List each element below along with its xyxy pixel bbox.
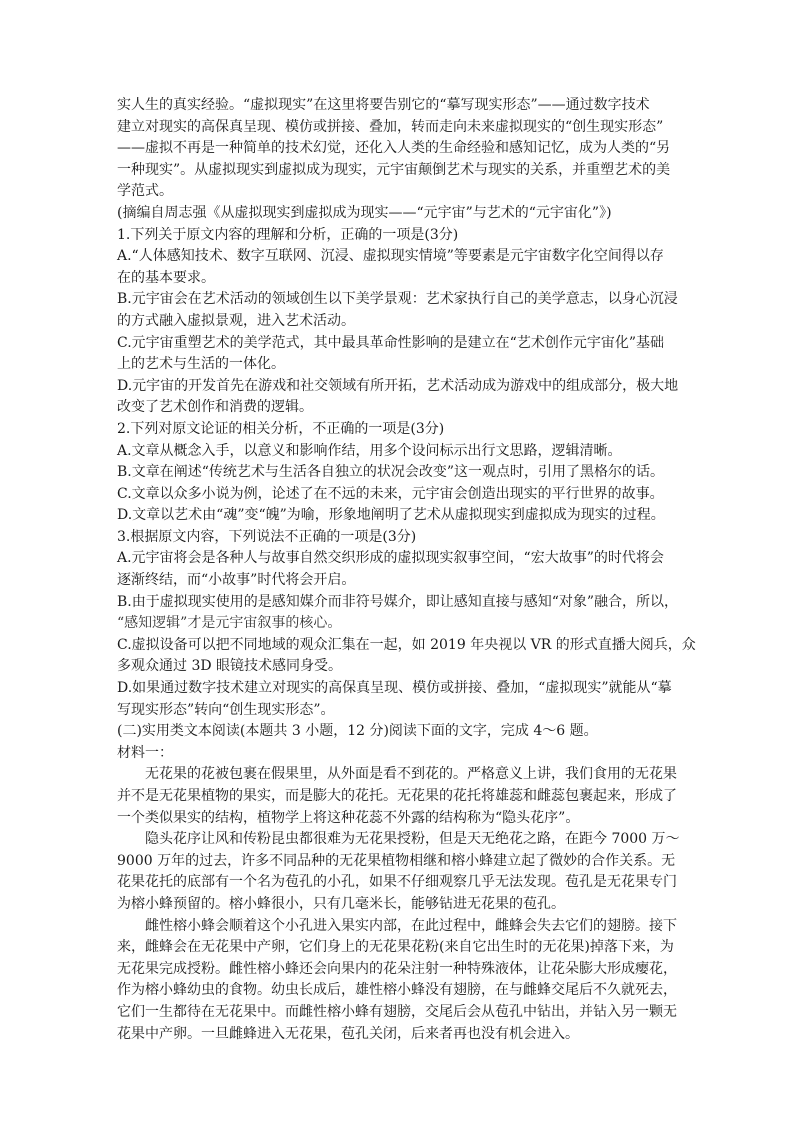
- option-c-line: C.元宇宙重塑艺术的美学范式，其中最具革命性影响的是建立在“艺术创作元宇宙化”基础: [117, 334, 664, 351]
- option-b-line: B.由于虚拟现实使用的是感知媒介而非符号媒介，即让感知直接与感知“对象”融合，所以，: [117, 593, 679, 610]
- option-b-line: B.元宇宙会在艺术活动的领域创生以下美学景观：艺术家执行自己的美学意志，以身心沉浸: [117, 291, 678, 308]
- question-3: [117, 527, 696, 721]
- option-a-line: 在的基本要求。: [117, 269, 215, 286]
- option-d-line: D.元宇宙的开发首先在游戏和社交领域有所开拓，艺术活动成为游戏中的组成部分，极大地: [117, 377, 679, 394]
- option-c-line: 多观众通过 3D 眼镜技术感同身受。: [117, 658, 343, 675]
- paragraph-line: 作为榕小蜂幼虫的食物。幼虫长成后，雄性榕小蜂没有翅膀，在与雌蜂交尾后不久就死去，: [117, 982, 677, 999]
- option-c-line: 上的艺术与生活的一体化。: [117, 356, 285, 373]
- option-b-line: 的方式融入虚拟景观，进入艺术活动。: [117, 312, 355, 329]
- option-d-line: D.如果通过数字技术建立对现实的高保真呈现、模仿或拼接、叠加，“虚拟现实”就能从“摹: [117, 680, 672, 697]
- question-title: 3.根据原文内容，下列说法不正确的一项是(3分): [117, 528, 417, 545]
- paragraph-line: 无花果的花被包裹在假果里，从外面是看不到花的。严格意义上讲，我们食用的无花果: [145, 766, 677, 783]
- paragraph-line: 雌性榕小蜂会顺着这个小孔进入果实内部，在此过程中，雌蜂会失去它们的翅膀。接下: [145, 917, 677, 934]
- passage-line: 建立对现实的高保真呈现、模仿或拼接、叠加，转而走向未来虚拟现实的“创生现实形态”: [117, 118, 664, 135]
- paragraph-line: 并不是无花果植物的果实，而是膨大的花托。无花果的花托将雄蕊和雌蕊包裹起来，形成了: [117, 788, 677, 804]
- paragraph-line: 为榕小蜂预留的。榕小蜂很小，只有几毫米长，能够钻进无花果的苞孔。: [117, 895, 565, 912]
- passage-line: 一种现实”。从虚拟现实到虚拟成为现实，元宇宙颠倒艺术与现实的关系，并重塑艺术的美: [117, 161, 671, 178]
- question-2: [117, 419, 683, 527]
- option-d-line: 写现实形态”转向“创生现实形态”。: [117, 701, 335, 718]
- question-1: [117, 225, 683, 419]
- source-citation: (摘编自周志强《从虚拟现实到虚拟成为现实——“元宇宙”与艺术的“元宇宙化”》): [117, 204, 612, 221]
- material-paragraph: [117, 829, 683, 915]
- option-a-line: 逐渐终结，而“小故事”时代将会开启。: [117, 572, 356, 589]
- material-label: 材料一：: [117, 744, 173, 761]
- passage-line: ——虚拟不再是一种简单的技术幻觉，还化入人类的生命经验和感知记忆，成为人类的“另: [117, 140, 671, 157]
- paragraph-line: 隐头花序让风和传粉昆虫都很难为无花果授粉，但是天无绝花之路，在距今 7000 万～: [145, 831, 680, 848]
- document-page: [117, 95, 696, 1045]
- option-b-line: B.文章在阐述“传统艺术与生活各自独立的状况会改变”这一观点时，引用了黑格尔的话。: [117, 464, 665, 481]
- passage-line: 实人生的真实经验。“虚拟现实”在这里将要告别它的“摹写现实形态”——通过数字技术: [117, 97, 650, 113]
- option-a-line: A.“人体感知技术、数字互联网、沉浸、虚拟现实情境”等要素是元宇宙数字化空间得以存: [117, 248, 664, 265]
- paragraph-line: 来，雌蜂会在无花果中产卵，它们身上的无花果花粉(来自它出生时的无花果)掉落下来，为: [117, 939, 674, 956]
- question-title: 2.下列对原文论证的相关分析，不正确的一项是(3分): [117, 420, 445, 437]
- passage-continuation: [117, 95, 683, 203]
- material-paragraph: [117, 764, 683, 829]
- option-d-line: 改变了艺术创作和消费的逻辑。: [117, 399, 313, 416]
- paragraph-line: 花果中产卵。一旦雌蜂进入无花果，苞孔关闭，后来者再也没有机会进入。: [117, 1025, 579, 1042]
- option-c-line: C.文章以众多小说为例，论述了在不远的未来，元宇宙会创造出现实的平行世界的故事。: [117, 485, 664, 502]
- option-a-line: A.文章从概念入手，以意义和影响作结，用多个设问标示出行文思路，逻辑清晰。: [117, 442, 622, 459]
- paragraph-line: 9000 万年的过去，许多不同品种的无花果植物相继和榕小蜂建立起了微妙的合作关系。无: [117, 852, 676, 869]
- section-heading: (二)实用类文本阅读(本题共 3 小题，12 分)阅读下面的文字，完成 4～6 题。: [117, 723, 598, 740]
- question-title: 1.下列关于原文内容的理解和分析，正确的一项是(3分): [117, 226, 459, 243]
- option-a-line: A.元宇宙将会是各种人与故事自然交织形成的虚拟现实叙事空间，“宏大故事”的时代将会: [117, 550, 664, 567]
- option-b-line: “感知逻辑”才是元宇宙叙事的核心。: [117, 615, 342, 632]
- paragraph-line: 花果花托的底部有一个名为苞孔的小孔，如果不仔细观察几乎无法发现。苞孔是无花果专门: [117, 874, 677, 891]
- paragraph-line: 一个类似果实的结构，植物学上将这种花蕊不外露的结构称为“隐头花序”。: [117, 809, 580, 826]
- passage-line: 学范式。: [117, 183, 173, 200]
- paragraph-line: 它们一生都待在无花果中。而雌性榕小蜂有翅膀，交尾后会从苞孔中钻出，并钻入另一颗无: [117, 1003, 677, 1020]
- paragraph-line: 无花果完成授粉。雌性榕小蜂还会向果内的花朵注射一种特殊液体，让花朵膨大形成瘿花，: [117, 960, 677, 977]
- option-d-line: D.文章以艺术由“魂”变“魄”为喻，形象地阐明了艺术从虚拟现实到虚拟成为现实的过程。: [117, 507, 665, 524]
- material-paragraph: [117, 916, 683, 1046]
- option-c-line: C.虚拟设备可以把不同地域的观众汇集在一起，如 2019 年央视以 VR 的形式直播大阅兵，众: [117, 636, 696, 653]
